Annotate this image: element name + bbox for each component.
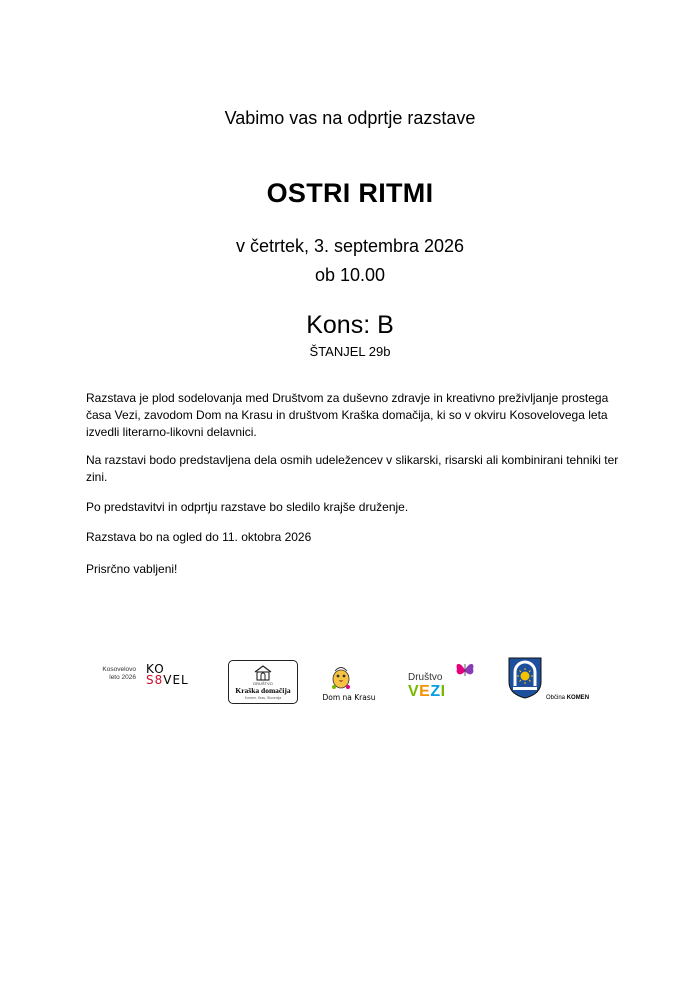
kraska-domacija-logo <box>228 660 298 704</box>
kosovel-small-line2: leto 2026 <box>109 674 136 681</box>
dom-na-krasu-logo <box>322 662 376 706</box>
drustvo-vezi-logo <box>406 660 478 704</box>
obcina-komen-logo <box>506 656 596 706</box>
paragraph-collaboration: Razstava je plod sodelovanja med Društvom za duševno zdravje in kreativno preživljanje prostega časa Vezi, zavodom Dom na Krasu in društvom Kraška domačija, ki so v okviru Kosovelovega leta izvedli literarno-likovni delavnici. <box>86 391 609 439</box>
paragraph-welcome: Prisrčno vabljeni! <box>86 562 178 576</box>
vezi-name: VEZI <box>408 683 446 700</box>
kosovel-small-line1: Kosovelovo <box>102 666 136 673</box>
event-time: ob 10.00 <box>314 265 386 285</box>
butterfly-icon <box>454 660 476 680</box>
coat-of-arms-icon <box>507 656 543 700</box>
kraska-small-top: DRUŠTVO <box>253 681 273 686</box>
paragraph-gathering: Po predstavitvi in odprtju razstave bo sledilo krajše druženje. <box>86 500 409 514</box>
kosovel-logo <box>100 662 200 692</box>
invitation-intro: Vabimo vas na odprtje razstave <box>224 108 476 128</box>
bird-icon <box>326 662 356 692</box>
paragraph-works: Na razstavi bodo predstavljena dela osmih udeležencev v slikarski, risarski ali kombinirani tehniki ter zini. <box>86 453 619 484</box>
kosovel-mark-top: KO <box>146 662 165 676</box>
venue-address: ŠTANJEL 29b <box>309 344 391 359</box>
venue-name: Kons: B <box>306 311 394 339</box>
paragraph-duration: Razstava bo na ogled do 11. oktobra 2026 <box>86 530 312 544</box>
vezi-label: Društvo <box>408 672 443 683</box>
kraska-small-bottom: Komen, Kras, Slovenija <box>244 696 282 700</box>
kosovel-mark-bottom <box>146 674 189 687</box>
dom-na-krasu-name: Dom na Krasu <box>322 693 376 702</box>
komen-name: KOMEN <box>566 695 590 701</box>
komen-label <box>546 695 589 701</box>
event-date: v četrtek, 3. septembra 2026 <box>235 236 465 256</box>
komen-prefix: Občina <box>546 695 566 701</box>
house-icon <box>253 665 273 681</box>
kraska-name: Kraška domačija <box>235 686 291 695</box>
kosovel-mark-rest: VEL <box>163 673 189 687</box>
kosovel-mark-red: S8 <box>146 673 164 687</box>
exhibition-title: OSTRI RITMI <box>266 178 434 208</box>
